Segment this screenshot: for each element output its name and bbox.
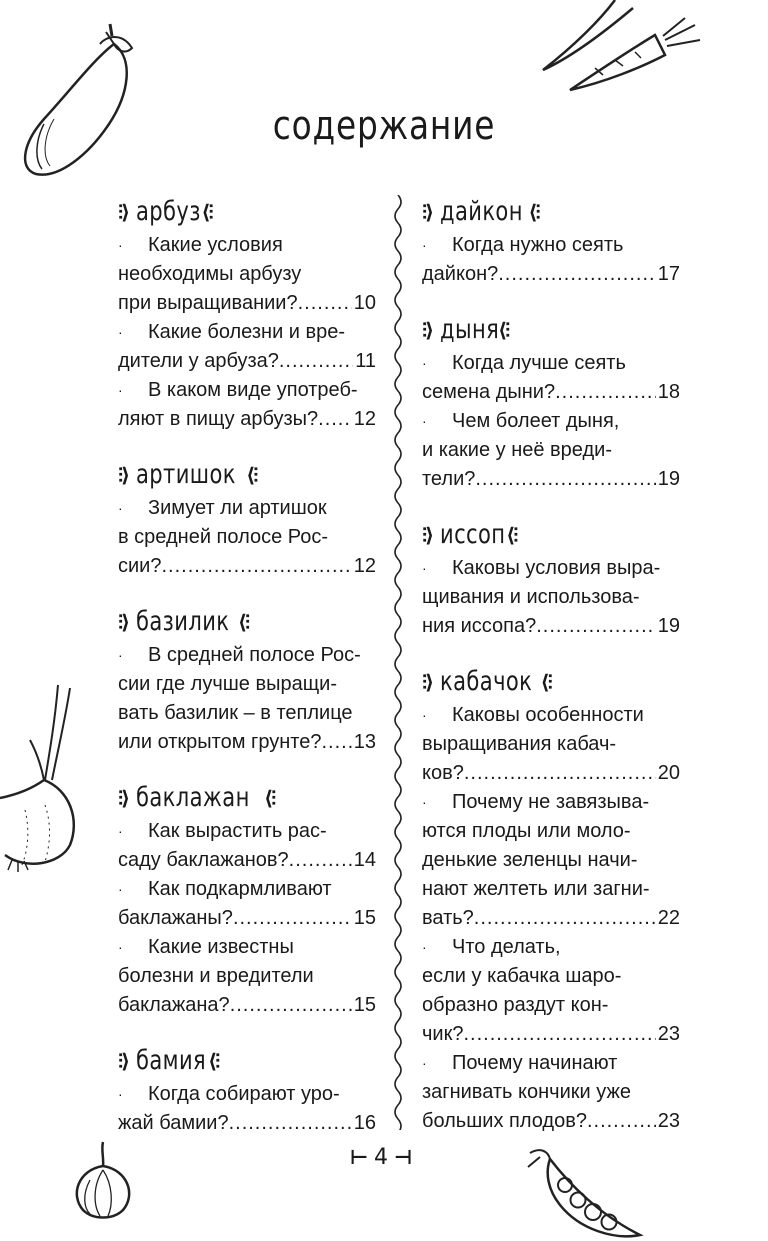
heading-ornament-right: ⟨⫶ xyxy=(528,200,539,224)
toc-entry[interactable] xyxy=(118,817,376,875)
dot-leader xyxy=(475,465,655,494)
entry-page-number: 19 xyxy=(657,468,680,490)
section-left_column-3 xyxy=(118,779,376,1020)
page-number: ⊢ 4 ⊣ xyxy=(349,1145,411,1170)
entry-text: Почему не завязыва- xyxy=(452,791,650,813)
entry-page-number: 10 xyxy=(353,292,376,314)
dot-leader xyxy=(161,552,351,581)
heading-ornament-left: ⫶⟩ xyxy=(422,670,433,694)
entry-text: Каковы условия выра- xyxy=(452,557,661,579)
entry-text: ляют в пищу арбузы? xyxy=(118,408,319,430)
toc-entry[interactable] xyxy=(422,1049,680,1136)
dot-leader xyxy=(229,1109,352,1138)
entry-text: Какие болезни и вре- xyxy=(148,321,346,343)
section-heading-text: баклажан xyxy=(136,782,250,813)
bullet-icon: · xyxy=(118,881,123,897)
bullet-icon: · xyxy=(422,939,427,955)
heading-ornament-left: ⫶⟩ xyxy=(118,200,129,224)
entry-page-number: 20 xyxy=(657,762,680,784)
entry-text: выращивания кабач- xyxy=(422,733,617,755)
dot-leader xyxy=(279,347,353,376)
entry-text: Почему начинают xyxy=(452,1052,618,1074)
section-left_column-1 xyxy=(118,456,376,581)
section-heading-text: кабачок xyxy=(440,666,533,697)
heading-ornament-right: ⟨⫶ xyxy=(506,523,517,547)
entry-text: сии? xyxy=(118,555,162,577)
bullet-icon: · xyxy=(118,324,123,340)
entry-text: Какие известны xyxy=(148,936,294,958)
dot-leader xyxy=(498,260,656,289)
heading-ornament-left: ⫶⟩ xyxy=(118,463,129,487)
heading-ornament-left: ⫶⟩ xyxy=(118,1049,129,1073)
entry-text: баклажана? xyxy=(118,994,230,1016)
section-heading-text: бамия xyxy=(136,1045,207,1076)
heading-ornament-right: ⟨⫶ xyxy=(201,200,212,224)
entry-text: тели? xyxy=(422,468,476,490)
entry-text: ния иссопа? xyxy=(422,615,537,637)
entry-text: Какие условия xyxy=(148,234,283,256)
dot-leader xyxy=(230,991,352,1020)
entry-page-number: 17 xyxy=(657,263,680,285)
bullet-icon: · xyxy=(422,560,427,576)
page-title: содержание xyxy=(272,103,496,149)
toc-entry[interactable] xyxy=(422,231,680,289)
entry-text: вать? xyxy=(422,907,474,929)
page-number-value: 4 xyxy=(374,1145,388,1170)
entry-text: Когда собирают уро- xyxy=(148,1083,340,1105)
entry-page-number: 12 xyxy=(353,408,376,430)
section-heading xyxy=(422,663,680,701)
dot-leader xyxy=(321,728,351,757)
entry-text: если у кабачка шаро- xyxy=(422,965,622,987)
entry-text: ются плоды или моло- xyxy=(422,820,631,842)
bullet-icon: · xyxy=(118,823,123,839)
column-divider xyxy=(388,195,408,1130)
toc-entry[interactable] xyxy=(422,407,680,494)
onion-icon xyxy=(0,680,90,875)
toc-entry[interactable] xyxy=(118,1080,376,1138)
section-right_column-1 xyxy=(422,311,680,494)
heading-ornament-left: ⫶⟩ xyxy=(118,610,129,634)
entry-text: семена дыни? xyxy=(422,381,556,403)
entry-text: дайкон? xyxy=(422,263,499,285)
section-heading xyxy=(118,603,376,641)
section-heading xyxy=(118,193,376,231)
bullet-icon: · xyxy=(118,237,123,253)
section-right_column-2 xyxy=(422,516,680,641)
entry-text: загнивать кончики уже xyxy=(422,1081,631,1103)
entry-text: образно раздут кон- xyxy=(422,994,609,1016)
toc-entry[interactable] xyxy=(118,875,376,933)
contents-right-column xyxy=(422,193,680,1158)
heading-ornament-right: ⟨⫶ xyxy=(540,670,551,694)
bullet-icon: · xyxy=(422,413,427,429)
entry-text: нают желтеть или загни- xyxy=(422,878,650,900)
entry-text: чик? xyxy=(422,1023,464,1045)
entry-page-number: 15 xyxy=(353,907,376,929)
entry-page-number: 22 xyxy=(657,907,680,929)
section-heading xyxy=(422,516,680,554)
section-heading-text: арбуз xyxy=(136,196,202,227)
bullet-icon: · xyxy=(422,794,427,810)
entry-text: денькие зеленцы начи- xyxy=(422,849,638,871)
dot-leader xyxy=(318,405,352,434)
contents-left-column xyxy=(118,193,376,1160)
heading-ornament-left: ⫶⟩ xyxy=(422,523,433,547)
entry-text: или открытом грунте? xyxy=(118,731,322,753)
section-heading-text: иссоп xyxy=(440,519,506,550)
eggplant-icon xyxy=(14,14,154,189)
entry-text: Как подкармливают xyxy=(148,878,332,900)
entry-text: и какие у неё вреди- xyxy=(422,439,612,461)
entry-text: сии где лучше выращи- xyxy=(118,673,337,695)
section-left_column-4 xyxy=(118,1042,376,1138)
entry-page-number: 11 xyxy=(355,350,376,372)
entry-text: дители у арбуза? xyxy=(118,350,279,372)
entry-page-number: 15 xyxy=(353,994,376,1016)
entry-text: баклажаны? xyxy=(118,907,233,929)
entry-text: болезни и вредители xyxy=(118,965,314,987)
heading-ornament-right: ⟨⫶ xyxy=(246,463,257,487)
section-heading xyxy=(118,456,376,494)
section-left_column-0 xyxy=(118,193,376,434)
entry-text: жай бамии? xyxy=(118,1112,229,1134)
heading-ornament-right: ⟨⫶ xyxy=(498,318,509,342)
section-heading xyxy=(118,1042,376,1080)
entry-text: Зимует ли артишок xyxy=(148,497,327,519)
toc-entry[interactable] xyxy=(422,933,680,1049)
section-left_column-2 xyxy=(118,603,376,757)
toc-entry[interactable] xyxy=(118,231,376,318)
bullet-icon: · xyxy=(422,1055,427,1071)
dot-leader xyxy=(474,904,656,933)
bullet-icon: · xyxy=(118,939,123,955)
entry-page-number: 12 xyxy=(353,555,376,577)
toc-entry[interactable] xyxy=(422,349,680,407)
entry-text: необходимы арбузу xyxy=(118,263,302,285)
toc-entry[interactable] xyxy=(422,554,680,641)
entry-page-number: 19 xyxy=(657,615,680,637)
heading-ornament-right: ⟨⫶ xyxy=(237,610,248,634)
dot-leader xyxy=(464,759,656,788)
entry-text: больших плодов? xyxy=(422,1110,587,1132)
entry-text: ков? xyxy=(422,762,464,784)
entry-text: при выращивании? xyxy=(118,292,298,314)
entry-page-number: 23 xyxy=(657,1023,680,1045)
entry-page-number: 23 xyxy=(657,1110,680,1132)
entry-text: Что делать, xyxy=(452,936,561,958)
bullet-icon: · xyxy=(118,500,123,516)
entry-text: Когда лучше сеять xyxy=(452,352,626,374)
entry-text: В средней полосе Рос- xyxy=(148,644,361,666)
entry-page-number: 16 xyxy=(353,1112,376,1134)
toc-entry[interactable] xyxy=(118,494,376,581)
bullet-icon: · xyxy=(118,647,123,663)
entry-text: Каковы особенности xyxy=(452,704,644,726)
carrot-icon xyxy=(535,0,705,95)
entry-page-number: 13 xyxy=(353,731,376,753)
toc-entry[interactable] xyxy=(118,933,376,1020)
entry-text: в средней полосе Рос- xyxy=(118,526,329,548)
dot-leader xyxy=(555,378,656,407)
entry-page-number: 18 xyxy=(657,381,680,403)
toc-entry[interactable] xyxy=(422,788,680,933)
heading-ornament-left: ⫶⟩ xyxy=(118,786,129,810)
section-heading xyxy=(422,193,680,231)
bullet-icon: · xyxy=(118,1086,123,1102)
section-heading-text: дыня xyxy=(440,314,500,345)
section-heading xyxy=(422,311,680,349)
entry-text: щивания и использова- xyxy=(422,586,640,608)
dot-leader xyxy=(298,289,352,318)
entry-text: Чем болеет дыня, xyxy=(452,410,620,432)
entry-text: вать базилик – в теплице xyxy=(118,702,353,724)
section-right_column-0 xyxy=(422,193,680,289)
bullet-icon: · xyxy=(422,707,427,723)
entry-text: Когда нужно сеять xyxy=(452,234,624,256)
section-heading-text: дайкон xyxy=(440,196,524,227)
heading-ornament-left: ⫶⟩ xyxy=(422,318,433,342)
section-heading-text: базилик xyxy=(136,606,230,637)
toc-entry[interactable] xyxy=(422,701,680,788)
toc-entry[interactable] xyxy=(118,376,376,434)
toc-entry[interactable] xyxy=(118,318,376,376)
toc-entry[interactable] xyxy=(118,641,376,757)
entry-text: Как вырастить рас- xyxy=(148,820,327,842)
entry-text: саду баклажанов? xyxy=(118,849,289,871)
bullet-icon: · xyxy=(422,237,427,253)
section-right_column-3 xyxy=(422,663,680,1136)
entry-page-number: 14 xyxy=(353,849,376,871)
dot-leader xyxy=(536,612,656,641)
dot-leader xyxy=(587,1107,656,1136)
section-heading xyxy=(118,779,376,817)
dot-leader xyxy=(289,846,352,875)
dot-leader xyxy=(463,1020,655,1049)
entry-text: В каком виде употреб- xyxy=(148,379,358,401)
bullet-icon: · xyxy=(118,382,123,398)
bullet-icon: · xyxy=(422,355,427,371)
heading-ornament-right: ⟨⫶ xyxy=(208,1049,219,1073)
dot-leader xyxy=(233,904,352,933)
heading-ornament-left: ⫶⟩ xyxy=(422,200,433,224)
section-heading-text: артишок xyxy=(136,459,236,490)
heading-ornament-right: ⟨⫶ xyxy=(263,786,275,810)
